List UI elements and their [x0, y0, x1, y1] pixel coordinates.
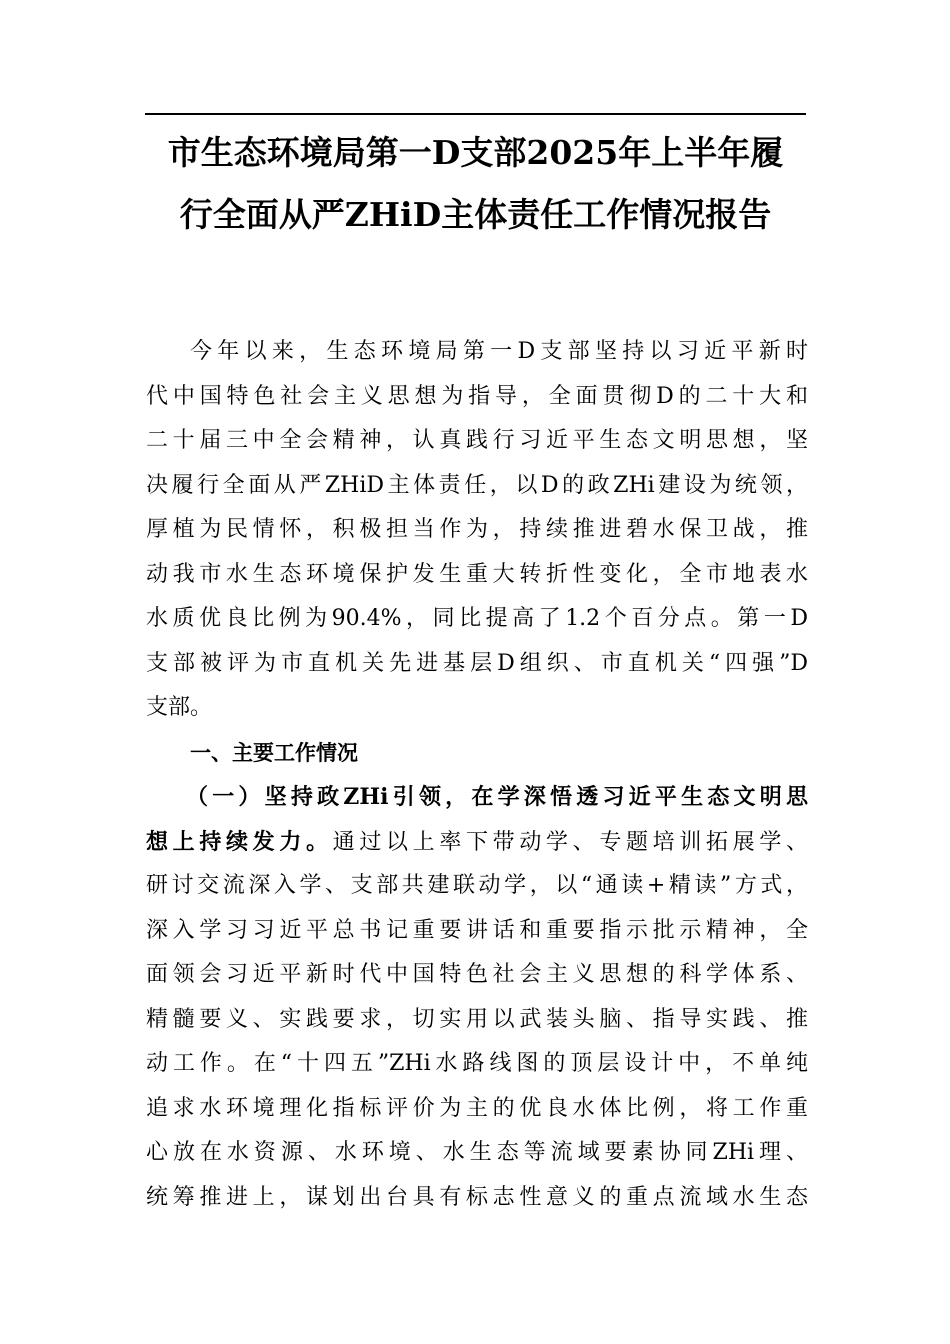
paragraph-line: 追求水环境理化指标评价为主的优良水体比例，将工作重 [146, 1095, 808, 1121]
paragraph-line: 代中国特色社会主义思想为指导，全面贯彻D的二十大和 [146, 383, 808, 409]
paragraph-line: 心放在水资源、水环境、水生态等流域要素协同ZHi理、 [146, 1140, 808, 1165]
section-heading: 一、主要工作情况 [190, 740, 358, 765]
document-body [146, 330, 808, 1220]
paragraph-line: 二十届三中全会精神，认真践行习近平生态文明思想，坚 [146, 428, 808, 453]
paragraph-line: 水质优良比例为90.4%，同比提高了1.2个百分点。第一D [146, 606, 808, 631]
paragraph-line: 支部被评为市直机关先进基层D组织、市直机关“四强”D [146, 650, 808, 676]
paragraph-line: 厚植为民情怀，积极担当作为，持续推进碧水保卫战，推 [146, 517, 808, 542]
document-title [145, 122, 806, 246]
paragraph-line: 研讨交流深入学、支部共建联动学，以“通读+精读”方式， [146, 873, 808, 898]
title-line: 行全面从严ZHiD主体责任工作情况报告 [179, 195, 772, 234]
paragraph-line: 精髓要义、实践要求，切实用以武装头脑、指导实践、推 [146, 1006, 808, 1032]
subsection-1 [146, 775, 808, 1220]
paragraph-intro [146, 330, 808, 731]
subsection-heading-end: 想上持续发力。 [146, 828, 333, 855]
paragraph-line: 支部。 [146, 695, 213, 720]
paragraph-line: 今年以来，生态环境局第一D支部坚持以习近平新时 [190, 339, 808, 364]
paragraph-line: 动我市水生态环境保护发生重大转折性变化，全市地表水 [146, 561, 808, 587]
paragraph-text: 通过以上率下带动学、专题培训拓展学、 [332, 829, 808, 855]
subsection-heading-line: （一）坚持政ZHi引领，在学深悟透习近平生态文明思 [186, 784, 808, 810]
title-line: 市生态环境局第一D支部2025年上半年履 [167, 133, 784, 172]
paragraph-line: 动工作。在“十四五”ZHi水路线图的顶层设计中，不单纯 [146, 1051, 808, 1076]
paragraph-line: 面领会习近平新时代中国特色社会主义思想的科学体系、 [146, 962, 808, 987]
paragraph-line [146, 820, 808, 865]
header-rule [145, 113, 806, 115]
paragraph-line: 决履行全面从严ZHiD主体责任，以D的政ZHi建设为统领， [146, 472, 808, 498]
paragraph-line: 深入学习习近平总书记重要讲话和重要指示批示精神，全 [146, 917, 808, 943]
paragraph-line: 统筹推进上，谋划出台具有标志性意义的重点流域水生态 [146, 1184, 808, 1210]
